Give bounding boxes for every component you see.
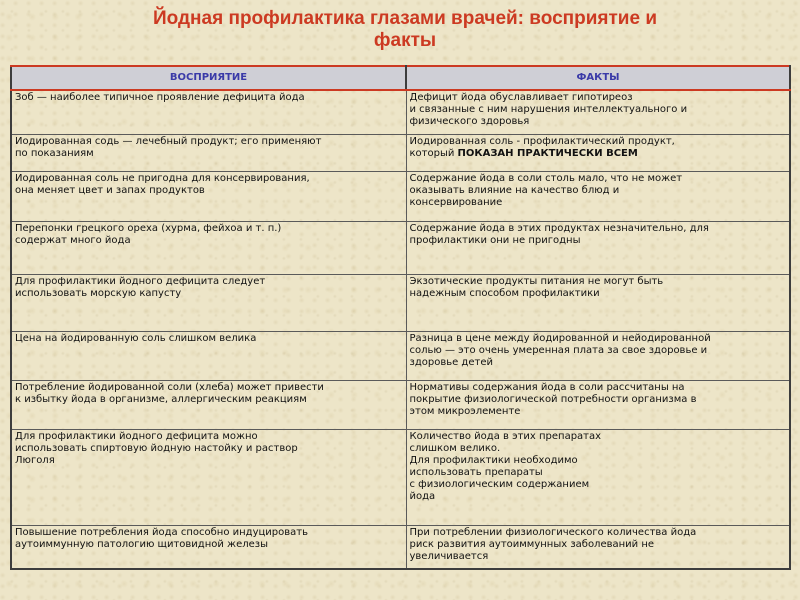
slide-title	[60, 8, 750, 52]
fact-cell: Дефицит йода обуславливает гипотиреоз и связанные с ним нарушения интеллектуального и физического здоровья	[406, 90, 790, 134]
table-header-row	[11, 66, 790, 90]
perception-cell: Цена на йодированную соль слишком велика	[11, 331, 406, 380]
fact-cell: Содержание йода в этих продуктах незначительно, для профилактики они не пригодны	[406, 221, 790, 274]
header-facts: ФАКТЫ	[406, 66, 790, 90]
perception-cell: Перепонки грецкого ореха (хурма, фейхоа и т. п.) содержат много йода	[11, 221, 406, 274]
fact-emphasis: ПОКАЗАН ПРАКТИЧЕСКИ ВСЕМ	[457, 147, 638, 159]
fact-cell: Количество йода в этих препаратах слишком велико. Для профилактики необходимо использовать препараты с физиологическим содержанием йода	[406, 429, 790, 525]
header-perception: ВОСПРИЯТИЕ	[11, 66, 406, 90]
fact-cell: Нормативы содержания йода в соли рассчитаны на покрытие физиологической потребности организма в этом микроэлементе	[406, 380, 790, 429]
fact-cell: Экзотические продукты питания не могут быть надежным способом профилактики	[406, 274, 790, 331]
perception-cell: Повышение потребления йода способно индуцировать аутоиммунную патологию щитовидной железы	[11, 525, 406, 569]
perception-cell: Для профилактики йодного дефицита следует использовать морскую капусту	[11, 274, 406, 331]
table-row	[11, 221, 790, 274]
perception-cell: Иодированная соль не пригодна для консервирования, она меняет цвет и запах продуктов	[11, 171, 406, 221]
fact-cell: Разница в цене между йодированной и нейодированной солью — это очень умеренная плата за свое здоровье и здоровье детей	[406, 331, 790, 380]
fact-cell: Иодированная соль - профилактический продукт, который ПОКАЗАН ПРАКТИЧЕСКИ ВСЕМ	[406, 134, 790, 171]
perception-cell: Для профилактики йодного дефицита можно использовать спиртовую йодную настойку и раствор Люголя	[11, 429, 406, 525]
table-row	[11, 90, 790, 134]
title-line-1: Йодная профилактика глазами врачей: восприятие и	[152, 8, 658, 29]
perception-facts-table	[10, 65, 791, 570]
title-line-2: факты	[373, 30, 437, 51]
table-row	[11, 274, 790, 331]
perception-cell: Потребление йодированной соли (хлеба) может привести к избытку йода в организме, аллергическим реакциям	[11, 380, 406, 429]
perception-cell: Иодированная содь — лечебный продукт; его применяют по показаниям	[11, 134, 406, 171]
fact-cell: При потреблении физиологического количества йода риск развития аутоиммунных заболеваний не увеличивается	[406, 525, 790, 569]
table-row	[11, 331, 790, 380]
table-row	[11, 134, 790, 171]
fact-cell: Содержание йода в соли столь мало, что не может оказывать влияние на качество блюд и консервирование	[406, 171, 790, 221]
table-row	[11, 429, 790, 525]
table-row	[11, 525, 790, 569]
table-row	[11, 380, 790, 429]
table-row	[11, 171, 790, 221]
perception-cell: Зоб — наиболее типичное проявление дефицита йода	[11, 90, 406, 134]
